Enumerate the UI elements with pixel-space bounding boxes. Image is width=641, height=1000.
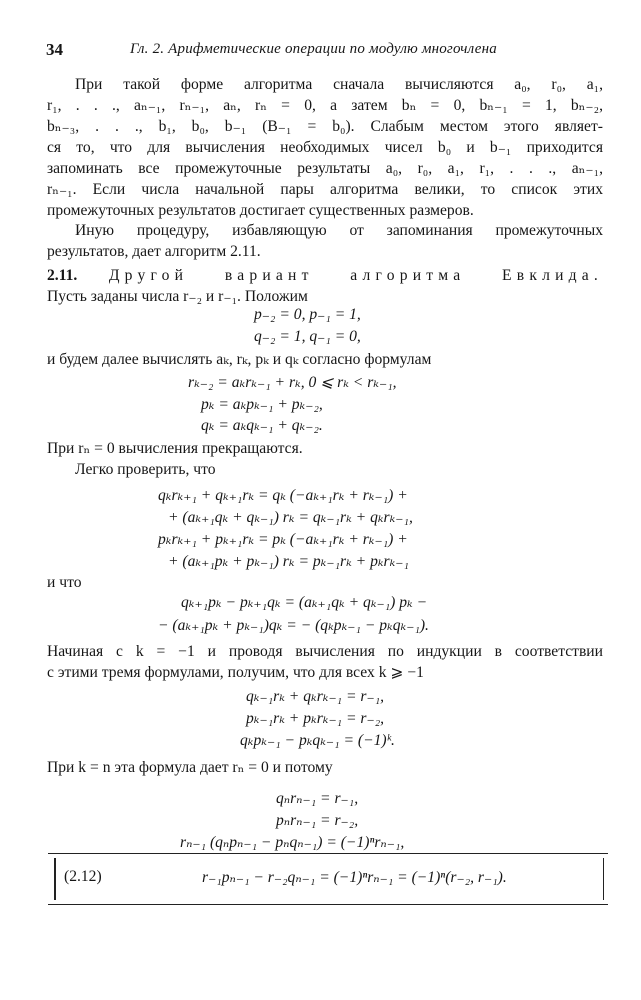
running-title: Гл. 2. Арифметические операции по модулю многочлена xyxy=(130,41,497,57)
box-left-rule xyxy=(54,858,56,900)
section-number: 2.11. xyxy=(47,267,78,284)
identity-qp-line1: qₖ₊₁pₖ − pₖ₊₁qₖ = (aₖ₊₁qₖ + qₖ₋₁) pₖ − xyxy=(181,594,428,611)
paragraph-other-procedure xyxy=(47,220,603,262)
text-line: запоминать все промежуточные результаты a₀, r₀, a₁, r₁, . . ., aₙ₋₁, xyxy=(47,160,603,177)
paragraph-induction xyxy=(47,641,603,683)
text-line: с этими тремя формулами, получим, что для всех k ⩾ −1 xyxy=(47,664,424,681)
text-line: r₁, . . ., aₙ₋₁, rₙ₋₁, aₙ, rₙ = 0, а затем bₙ = 0, bₙ₋₁ = 1, bₙ₋₂, xyxy=(47,97,603,114)
boxed-equation: r₋₁pₙ₋₁ − r₋₂qₙ₋₁ = (−1)ⁿrₙ₋₁ = (−1)ⁿ(r₋₂, r₋₁). xyxy=(202,869,507,886)
section-intro: Пусть заданы числа r₋₂ и r₋₁. Положим xyxy=(47,288,308,305)
equation-recurrence-r: rₖ₋₂ = aₖrₖ₋₁ + rₖ, 0 ⩽ rₖ < rₖ₋₁, xyxy=(188,374,397,391)
equation-recurrence-q: qₖ = aₖqₖ₋₁ + qₖ₋₂. xyxy=(201,417,323,434)
final-line1: qₙrₙ₋₁ = r₋₁, xyxy=(276,790,359,807)
identity-q-line1: qₖrₖ₊₁ + qₖ₊₁rₖ = qₖ (−aₖ₊₁rₖ + rₖ₋₁) + xyxy=(158,487,408,504)
text-line: промежуточных результатов достигает существенных размеров. xyxy=(47,202,474,219)
text-line: При такой форме алгоритма сначала вычисляются a₀, r₀, a₁, xyxy=(75,76,603,93)
identity-qp-line2: − (aₖ₊₁pₖ + pₖ₋₁)qₖ = − (qₖpₖ₋₁ − pₖqₖ₋₁). xyxy=(158,617,429,634)
text-line: rₙ₋₁. Если числа начальной пары алгоритма велики, то список этих xyxy=(47,181,603,198)
box-right-rule xyxy=(603,858,605,900)
equation-label: (2.12) xyxy=(64,868,102,885)
induction-line1: qₖ₋₁rₖ + qₖrₖ₋₁ = r₋₁, xyxy=(246,688,385,705)
boxed-formula-2-12 xyxy=(48,853,608,905)
text-stop: При rₙ = 0 вычисления прекращаются. xyxy=(47,440,303,457)
text-line: Иную процедуру, избавляющую от запоминания промежуточных xyxy=(75,222,603,239)
final-line3: rₙ₋₁ (qₙpₙ₋₁ − pₙqₙ₋₁) = (−1)ⁿrₙ₋₁, xyxy=(180,834,405,851)
text-line: bₙ₋₃, . . ., b₁, b₀, b₋₁ (B₋₁ = b₀). Слабым местом этого являет- xyxy=(47,118,603,135)
page-number: 34 xyxy=(46,40,63,59)
text-line: Начиная с k = −1 и проводя вычисления по индукции в соответствии xyxy=(47,643,603,660)
section-title: Другой вариант алгоритма Евклида. xyxy=(108,267,603,284)
section-heading xyxy=(47,265,603,286)
page-header xyxy=(46,40,606,64)
text-compute: и будем далее вычислять aₖ, rₖ, pₖ и qₖ согласно формулам xyxy=(47,351,432,368)
equation-recurrence-p: pₖ = aₖpₖ₋₁ + pₖ₋₂, xyxy=(201,396,323,413)
text-final: При k = n эта формула дает rₙ = 0 и потому xyxy=(47,759,333,776)
identity-q-line2: + (aₖ₊₁qₖ + qₖ₋₁) rₖ = qₖ₋₁rₖ + qₖrₖ₋₁, xyxy=(168,509,413,526)
section-2-11 xyxy=(47,265,603,307)
text-line: результатов, дает алгоритм 2.11. xyxy=(47,243,261,260)
text-line: ся то, что для вычисления необходимых чисел b₀ и b₋₁ приходится xyxy=(47,139,603,156)
paragraph-algorithm-form xyxy=(47,74,603,221)
text-check: Легко проверить, что xyxy=(75,461,216,478)
induction-line2: pₖ₋₁rₖ + pₖrₖ₋₁ = r₋₂, xyxy=(246,710,385,727)
final-line2: pₙrₙ₋₁ = r₋₂, xyxy=(276,812,359,829)
equation-init-p: p₋₂ = 0, p₋₁ = 1, xyxy=(254,306,361,323)
equation-init-q: q₋₂ = 1, q₋₁ = 0, xyxy=(254,328,361,345)
identity-p-line2: + (aₖ₊₁pₖ + pₖ₋₁) rₖ = pₖ₋₁rₖ + pₖrₖ₋₁ xyxy=(168,553,409,570)
text-and: и что xyxy=(47,574,82,591)
identity-p-line1: pₖrₖ₊₁ + pₖ₊₁rₖ = pₖ (−aₖ₊₁rₖ + rₖ₋₁) + xyxy=(158,531,408,548)
induction-line3: qₖpₖ₋₁ − pₖqₖ₋₁ = (−1)ᵏ. xyxy=(240,732,395,749)
